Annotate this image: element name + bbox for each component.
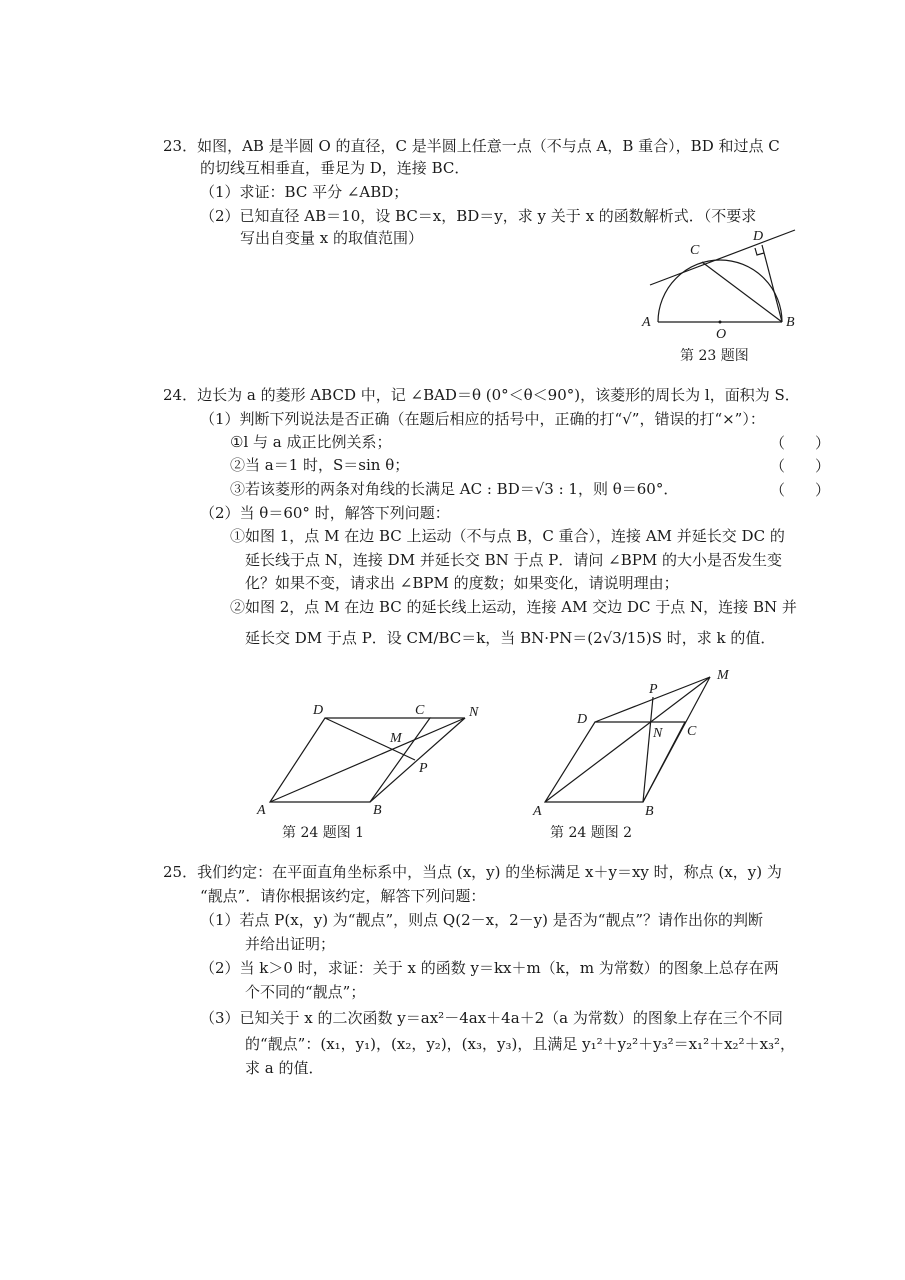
segment-bn [370,718,465,802]
q24-figure-1 [255,700,495,820]
q24-figure-2 [525,665,765,820]
center-dot [719,321,722,324]
answer-paren-2[interactable]: （ ） [770,457,831,475]
q25-part-1-line-2: 并给出证明； [245,935,336,953]
fig2-label-c: C [687,724,697,739]
q24-statement-2: ②当 a＝1 时，S＝sin θ； [230,456,410,474]
q25-stem-line-1: 25．我们约定：在平面直角坐标系中，当点 (x，y) 的坐标满足 x＋y＝xy 时，称点 (x，y) 为 [163,863,782,881]
answer-paren-3[interactable]: （ ） [770,481,831,499]
q25-part-2-line-2: 个不同的“靓点”； [245,983,366,1001]
q24-sub-2-line-2: 延长交 DM 于点 P．设 CM/BC＝k，当 BN·PN＝(2√3/15)S 时，求 k 的值． [245,629,776,647]
q23-part-2-cont: 写出自变量 x 的取值范围） [240,229,423,247]
q25-stem-line-2: “靓点”．请你根据该约定，解答下列问题： [200,887,486,905]
fig2-label-p: P [649,682,658,697]
label-a: A [642,315,651,330]
fig2-label-a: A [533,804,542,819]
q23-part-1: （1）求证：BC 平分 ∠ABD； [200,183,409,201]
semicircle [658,260,782,322]
fig1-label-d: D [313,703,324,718]
fig2-label-d: D [577,712,588,727]
q24-stem: 24．边长为 a 的菱形 ABCD 中，记 ∠BAD＝θ (0°＜θ＜90°)，该菱形的周长为 l，面积为 S． [163,386,800,404]
fig1-label-n: N [469,705,479,720]
q23-stem-line-2: 的切线互相垂直，垂足为 D，连接 BC． [200,159,470,177]
q23-stem-line-1: 23．如图，AB 是半圆 O 的直径，C 是半圆上任意一点（不与点 A，B 重合），BD 和过点 C [163,137,780,155]
segment-an [270,718,465,802]
fig1-label-c: C [415,703,425,718]
q23-part-2: （2）已知直径 AB＝10，设 BC＝x，BD＝y，求 y 关于 x 的函数解析式．（不要求 [200,207,757,225]
q24-sub-1-line-1: ①如图 1，点 M 在边 BC 上运动（不与点 B，C 重合），连接 AM 并延长交 DC 的 [230,527,785,545]
q24-sub-1-line-2: 延长线于点 N，连接 DM 并延长交 BN 于点 P．请问 ∠BPM 的大小是否发生变 [245,551,782,569]
fig1-label-m: M [390,731,402,746]
q25-part-2-line-1: （2）当 k＞0 时，求证：关于 x 的函数 y＝kx＋m（k，m 为常数）的图象上总存在两 [200,959,779,977]
fig2-label-n: N [653,726,663,741]
q25-part-3-line-3: 求 a 的值． [245,1059,324,1077]
q25-part-3-line-2: 的“靓点”：(x₁，y₁)，(x₂，y₂)，(x₃，y₃)，且满足 y₁²＋y₂²＋y₃²＝x₁²＋x₂²＋x₃²， [245,1035,796,1053]
answer-paren-1[interactable]: （ ） [770,434,831,452]
fig1-label-p: P [419,761,428,776]
q24-sub-1-line-3: 化？如果不变，请求出 ∠BPM 的度数；如果变化，请说明理由； [245,574,679,592]
rhombus-abcd [270,718,430,802]
q24-statement-1: ①l 与 a 成正比例关系； [230,433,392,451]
fig2-label-m: M [717,668,729,683]
label-d: D [753,229,764,244]
label-b: B [786,315,795,330]
segment-am [545,677,710,802]
q25-part-1-line-1: （1）若点 P(x，y) 为“靓点”，则点 Q(2－x，2－y) 是否为“靓点”？请作出你的判断 [200,911,764,929]
q24-figure-2-caption: 第 24 题图 2 [550,825,633,841]
label-o: O [716,327,727,342]
q23-figure-caption: 第 23 题图 [680,348,749,364]
q24-statement-3: ③若该菱形的两条对角线的长满足 AC : BD＝√3 : 1，则 θ＝60°． [230,480,679,498]
segment-bc [702,262,782,322]
segment-bd [762,245,782,322]
fig2-label-b: B [645,804,654,819]
fig1-label-b: B [373,803,382,818]
label-c: C [690,243,700,258]
q24-sub-2-line-1: ②如图 2，点 M 在边 BC 的延长线上运动，连接 AM 交边 DC 于点 N，连接 BN 并 [230,598,797,616]
q24-figure-1-caption: 第 24 题图 1 [282,825,365,841]
q23-figure [630,229,810,342]
q25-part-3-line-1: （3）已知关于 x 的二次函数 y＝ax²－4ax＋4a＋2（a 为常数）的图象上存在三个不同 [200,1009,783,1027]
q24-part-1: （1）判断下列说法是否正确（在题后相应的括号中，正确的打“√”，错误的打“×”）： [200,410,765,428]
q24-part-2: （2）当 θ＝60° 时，解答下列问题： [200,504,450,522]
fig1-label-a: A [257,803,266,818]
